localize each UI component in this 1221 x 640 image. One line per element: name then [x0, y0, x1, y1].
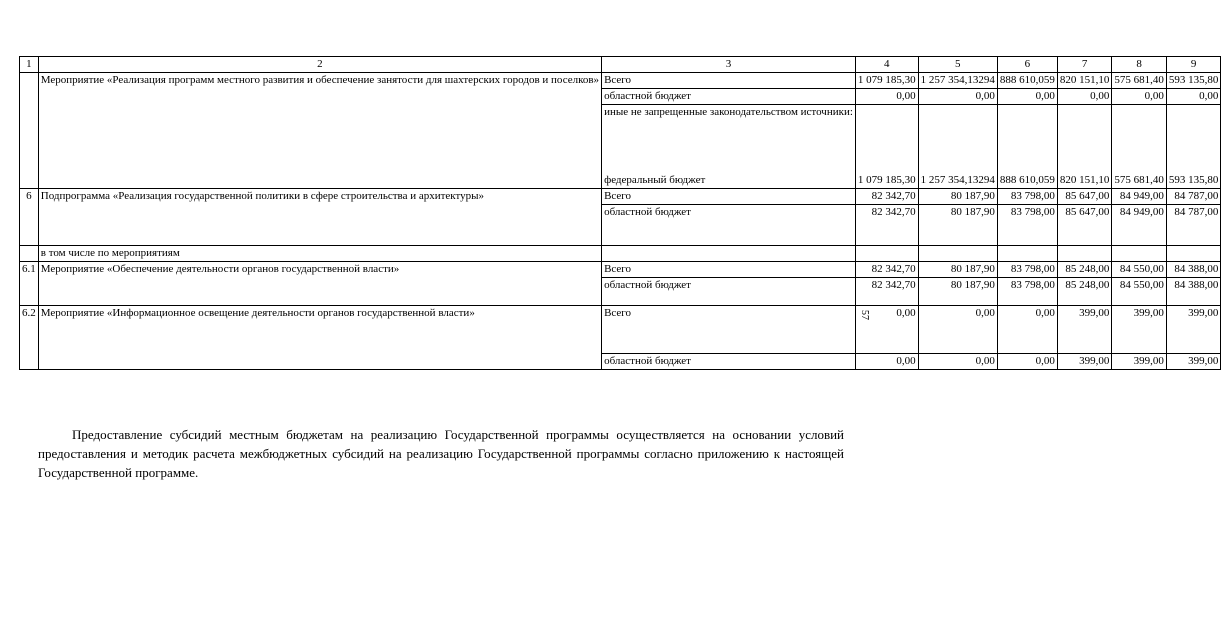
table-header-row: [20, 57, 1221, 73]
value-cell: 399,00: [1057, 353, 1112, 369]
value-cell: 80 187,90: [918, 204, 997, 245]
value-cell: [855, 245, 918, 261]
source-label-cell: областной бюджет: [602, 204, 856, 245]
value-cell: 84 787,00: [1166, 204, 1221, 245]
source-label-cell: Всего: [602, 305, 856, 353]
value-cell: 1 257 354,13294: [918, 73, 997, 89]
value-cell: 0,00: [997, 89, 1057, 105]
measure-title-cell: Мероприятие «Реализация программ местного развития и обеспечение занятости для шахтерских городов и поселков»: [38, 73, 601, 189]
table-row: [20, 188, 1221, 204]
value-cell: 0,00: [1112, 89, 1167, 105]
value-cell: 83 798,00: [997, 188, 1057, 204]
value-cell: 0,00: [918, 89, 997, 105]
header-cell: 9: [1166, 57, 1221, 73]
value-cell: 84 787,00: [1166, 188, 1221, 204]
value-cell: 399,00: [1166, 353, 1221, 369]
value-cell: 85 248,00: [1057, 277, 1112, 305]
value-cell: 399,00: [1166, 305, 1221, 353]
value-cell: 85 647,00: [1057, 204, 1112, 245]
header-cell: 7: [1057, 57, 1112, 73]
value-cell: 888 610,059: [997, 173, 1057, 189]
table-row: [20, 261, 1221, 277]
value-cell: 83 798,00: [997, 277, 1057, 305]
value-cell: 0,00: [997, 353, 1057, 369]
table-row: [20, 73, 1221, 89]
value-cell: [1057, 245, 1112, 261]
value-cell: 84 550,00: [1112, 277, 1167, 305]
row-number-cell: 6.1: [20, 261, 39, 305]
value-cell: 84 388,00: [1166, 277, 1221, 305]
value-cell: [1166, 245, 1221, 261]
value-cell: [855, 105, 918, 173]
value-cell: 0,00: [1057, 89, 1112, 105]
header-cell: 1: [20, 57, 39, 73]
value-cell: 820 151,10: [1057, 173, 1112, 189]
value-cell: 820 151,10: [1057, 73, 1112, 89]
including-label-cell: в том числе по мероприятиям: [38, 245, 601, 261]
value-cell: 1 257 354,13294: [918, 173, 997, 189]
page-number: 57: [859, 310, 870, 320]
value-cell: 82 342,70: [855, 204, 918, 245]
value-cell: 85 647,00: [1057, 188, 1112, 204]
source-label-cell: федеральный бюджет: [602, 173, 856, 189]
value-cell: 575 681,40: [1112, 73, 1167, 89]
value-cell: 1 079 185,30: [855, 173, 918, 189]
value-cell: [997, 105, 1057, 173]
value-cell: 399,00: [1057, 305, 1112, 353]
value-cell: 84 388,00: [1166, 261, 1221, 277]
value-cell: 0,00: [1166, 89, 1221, 105]
table-row: [20, 245, 1221, 261]
value-cell: 0,00: [918, 305, 997, 353]
note-paragraph: Предоставление субсидий местным бюджетам на реализацию Государственной программы осуществляется на основании условий предоставления и методик расчета межбюджетных субсидий на реализацию Государственной программы согласно приложению к настоящей Государственной программе.: [38, 427, 844, 480]
budget-table: [19, 56, 1221, 370]
value-cell: 84 949,00: [1112, 188, 1167, 204]
value-cell: 80 187,90: [918, 188, 997, 204]
source-label-cell: [602, 245, 856, 261]
row-number-cell: 6: [20, 188, 39, 245]
value-cell: 888 610,059: [997, 73, 1057, 89]
row-number-cell: [20, 73, 39, 189]
source-label-cell: Всего: [602, 73, 856, 89]
value-cell: 0,00: [855, 89, 918, 105]
value-cell: 399,00: [1112, 305, 1167, 353]
value-cell: 82 342,70: [855, 188, 918, 204]
source-label-cell: Всего: [602, 188, 856, 204]
value-cell: [1112, 105, 1167, 173]
value-cell: 84 550,00: [1112, 261, 1167, 277]
value-cell: 0,00: [918, 353, 997, 369]
source-label-cell: областной бюджет: [602, 89, 856, 105]
header-cell: 5: [918, 57, 997, 73]
header-cell: 8: [1112, 57, 1167, 73]
source-label-cell: Всего: [602, 261, 856, 277]
header-cell: 3: [602, 57, 856, 73]
value-cell: 593 135,80: [1166, 173, 1221, 189]
value-cell: 80 187,90: [918, 277, 997, 305]
header-cell: 6: [997, 57, 1057, 73]
value-cell: 593 135,80: [1166, 73, 1221, 89]
value-cell: [1112, 245, 1167, 261]
value-cell: 575 681,40: [1112, 173, 1167, 189]
header-cell: 4: [855, 57, 918, 73]
value-cell: 80 187,90: [918, 261, 997, 277]
value-cell: 84 949,00: [1112, 204, 1167, 245]
source-label-cell: областной бюджет: [602, 353, 856, 369]
value-cell: 1 079 185,30: [855, 73, 918, 89]
value-cell: 0,00: [855, 353, 918, 369]
value-cell: [1057, 105, 1112, 173]
value-cell: 0,00: [997, 305, 1057, 353]
value-cell: 83 798,00: [997, 261, 1057, 277]
measure-title-cell: Подпрограмма «Реализация государственной политики в сфере строительства и архитектуры»: [38, 188, 601, 245]
measure-title-cell: Мероприятие «Обеспечение деятельности органов государственной власти»: [38, 261, 601, 305]
value-cell: 399,00: [1112, 353, 1167, 369]
source-label-cell: иные не запрещенные законодательством источники:: [602, 105, 856, 173]
value-cell: 83 798,00: [997, 204, 1057, 245]
value-cell: 82 342,70: [855, 277, 918, 305]
value-cell: [997, 245, 1057, 261]
value-cell: [918, 245, 997, 261]
value-cell: 0,00: [855, 305, 918, 353]
value-cell: [918, 105, 997, 173]
table-row: [20, 305, 1221, 353]
value-cell: 85 248,00: [1057, 261, 1112, 277]
row-number-cell: [20, 245, 39, 261]
value-cell: 82 342,70: [855, 261, 918, 277]
value-cell: [1166, 105, 1221, 173]
row-number-cell: 6.2: [20, 305, 39, 369]
source-label-cell: областной бюджет: [602, 277, 856, 305]
header-cell: 2: [38, 57, 601, 73]
measure-title-cell: Мероприятие «Информационное освещение деятельности органов государственной власти»: [38, 305, 601, 369]
